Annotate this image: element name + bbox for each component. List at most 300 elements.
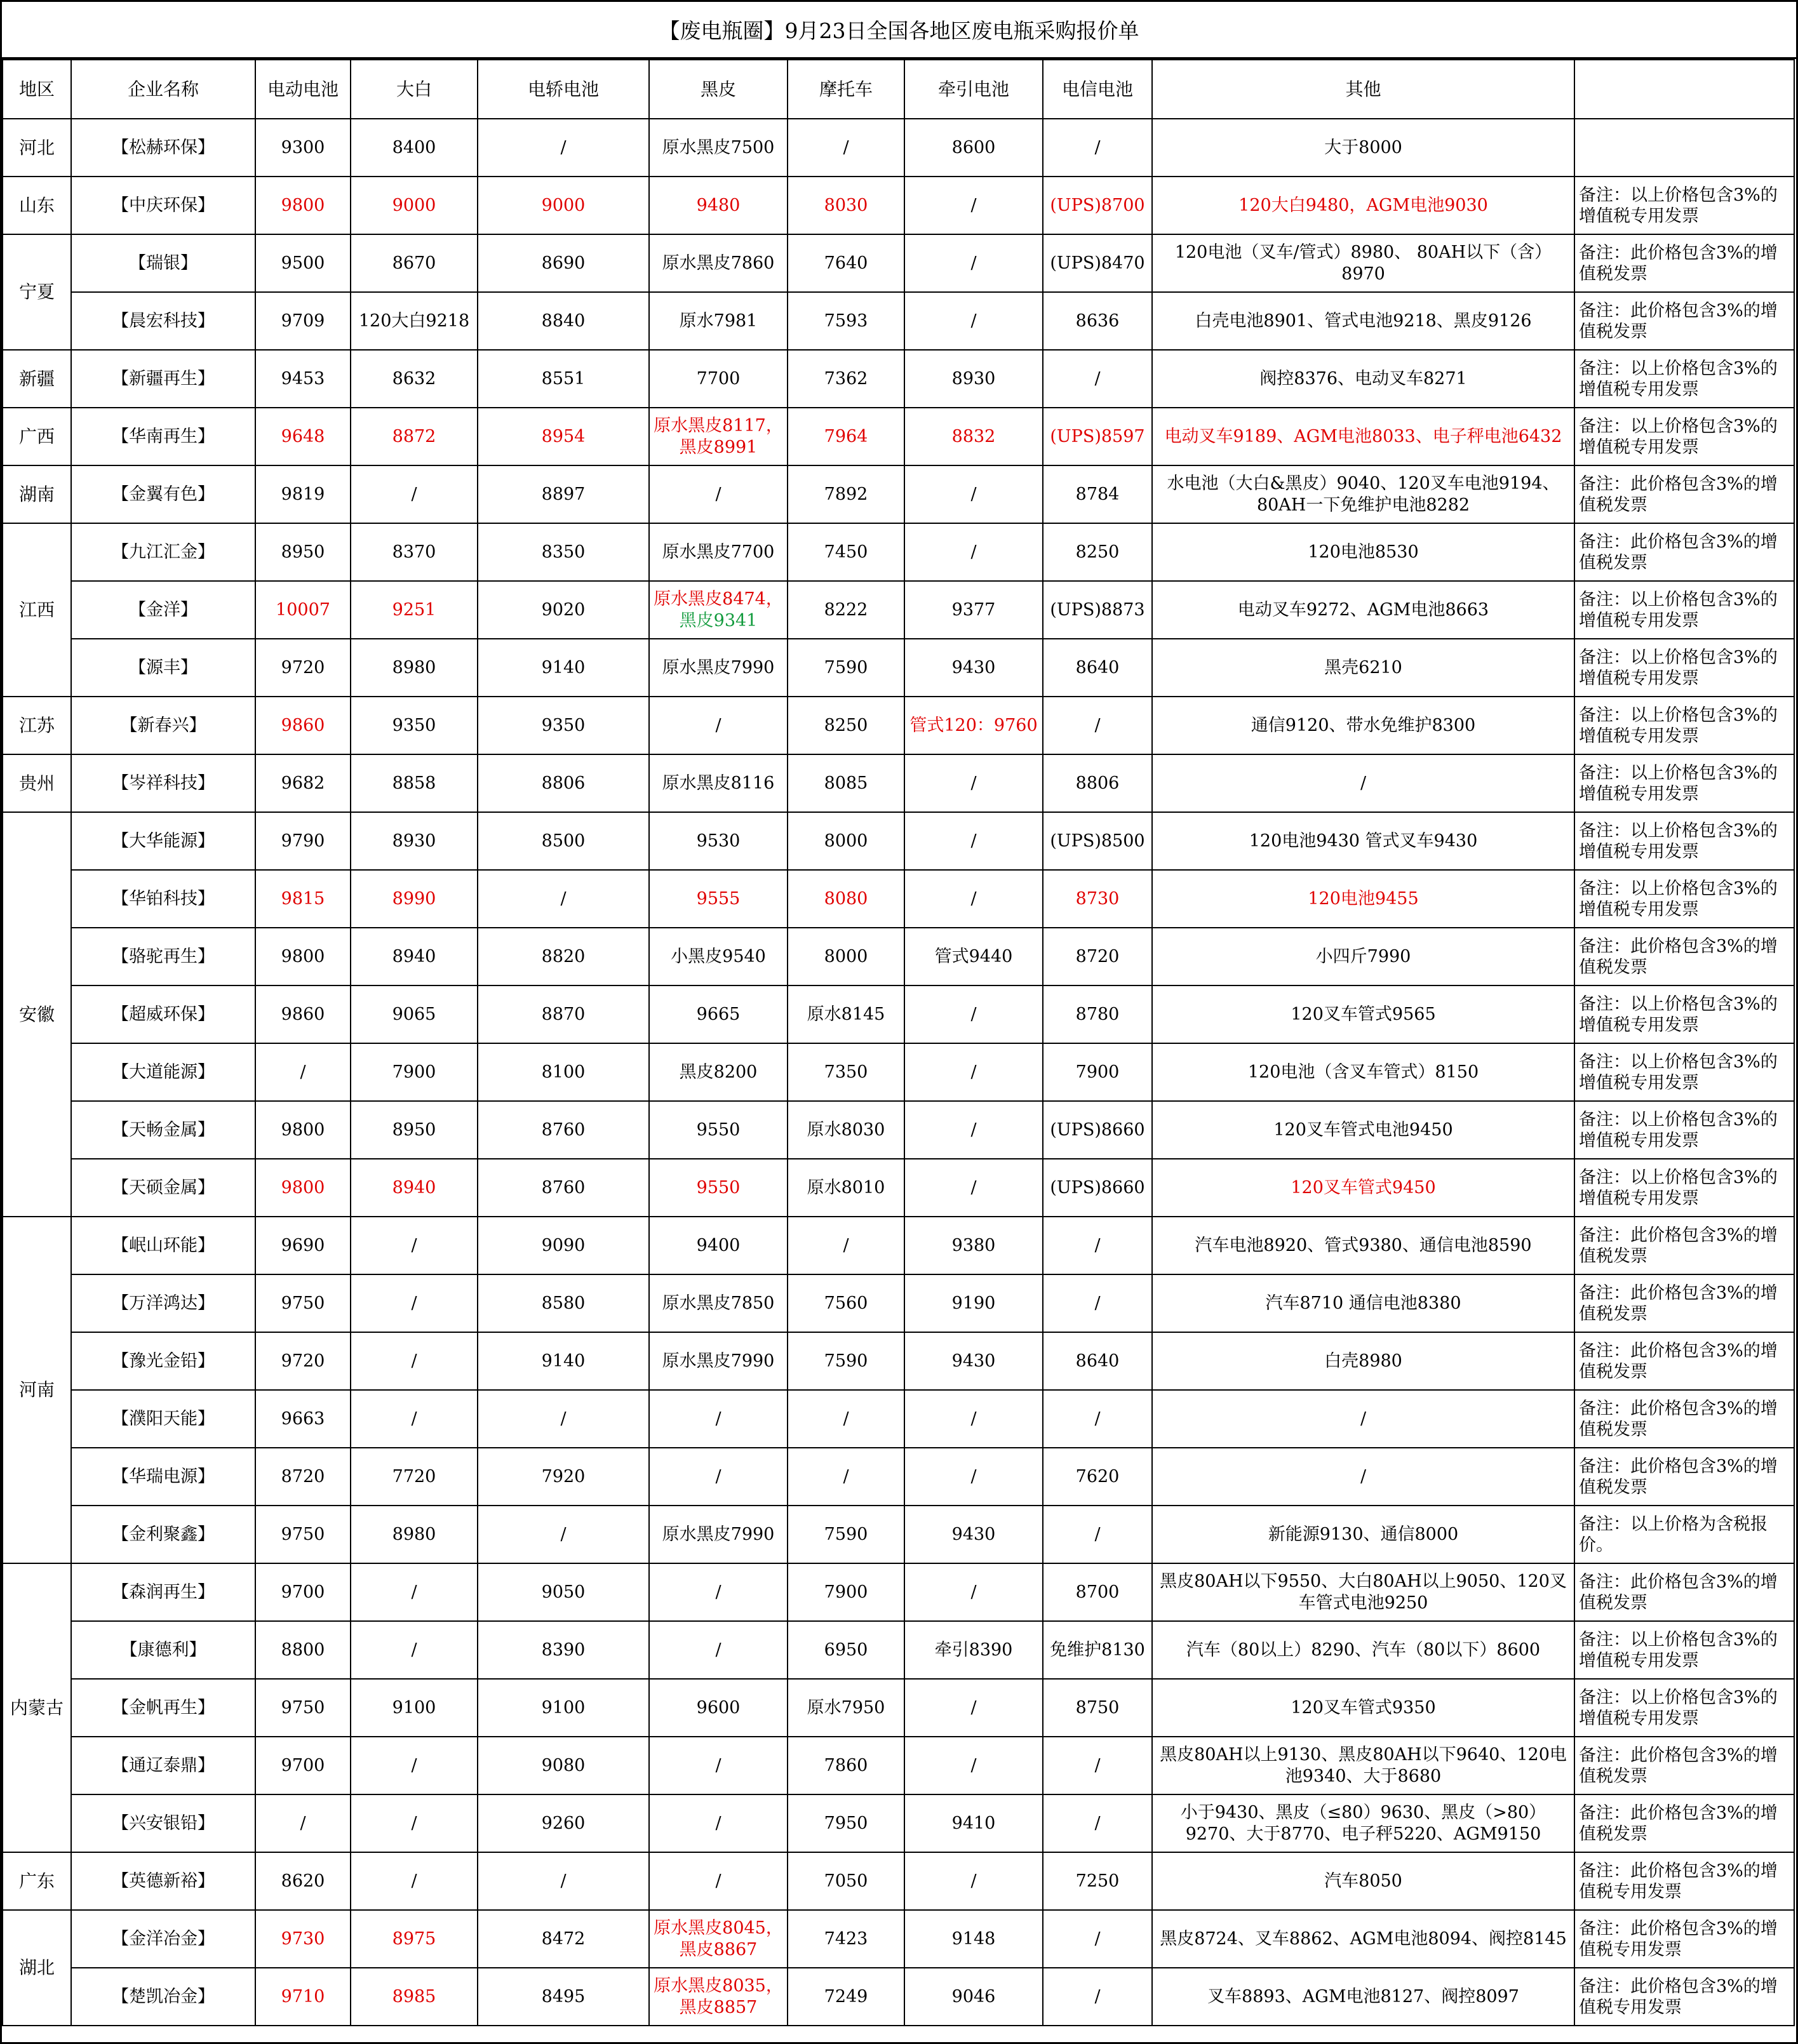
dabai-value: 9350 bbox=[392, 715, 436, 735]
motorcycle-value: 7900 bbox=[824, 1582, 868, 1602]
table-row bbox=[3, 1159, 1794, 1217]
other-cell bbox=[1152, 1332, 1574, 1390]
other-value: 黑皮8724、叉车8862、AGM电池8094、阀控8145 bbox=[1160, 1928, 1567, 1949]
motorcycle-cell bbox=[788, 177, 904, 234]
note-value: 备注：此价格包含3%的增值税专用发票 bbox=[1579, 1976, 1778, 2017]
telecom-value: / bbox=[1094, 1755, 1101, 1775]
heipi-value: 原水7981 bbox=[679, 311, 758, 331]
telecom-cell bbox=[1043, 1043, 1152, 1101]
header-telecom: 电信电池 bbox=[1043, 60, 1152, 119]
telecom-value: 8636 bbox=[1075, 311, 1120, 331]
telecom-cell bbox=[1043, 1448, 1152, 1506]
sedan-battery-value: 8760 bbox=[541, 1119, 586, 1140]
table-row bbox=[3, 1101, 1794, 1159]
motorcycle-value: / bbox=[843, 1466, 849, 1486]
other-value: 通信9120、带水免维护8300 bbox=[1251, 715, 1476, 735]
sedan-battery-cell bbox=[478, 408, 649, 465]
other-value: 大于8000 bbox=[1324, 137, 1402, 157]
sedan-battery-cell bbox=[478, 1043, 649, 1101]
company-cell: 【岷山环能】 bbox=[71, 1217, 255, 1274]
sedan-battery-cell bbox=[478, 928, 649, 985]
telecom-cell bbox=[1043, 639, 1152, 697]
traction-cell bbox=[904, 1563, 1043, 1621]
other-value: / bbox=[1360, 773, 1367, 793]
telecom-value: / bbox=[1094, 137, 1101, 157]
other-cell bbox=[1152, 1563, 1574, 1621]
motorcycle-value: 7860 bbox=[824, 1755, 868, 1775]
company-cell: 【九江汇金】 bbox=[71, 523, 255, 581]
other-value: 小于9430、黑皮（≤80）9630、黑皮（>80）9270、大于8770、电子秤5220、AGM9150 bbox=[1180, 1802, 1546, 1844]
other-cell bbox=[1152, 1448, 1574, 1506]
ev-battery-value: 9819 bbox=[281, 484, 325, 504]
table-row bbox=[3, 119, 1794, 177]
telecom-value: 8640 bbox=[1075, 657, 1120, 678]
dabai-value: 8975 bbox=[392, 1928, 436, 1949]
other-value: 120叉车管式9450 bbox=[1291, 1177, 1436, 1198]
telecom-cell bbox=[1043, 292, 1152, 350]
sedan-battery-cell bbox=[478, 1679, 649, 1737]
dabai-cell bbox=[351, 754, 478, 812]
region-cell: 安徽 bbox=[3, 812, 71, 1217]
traction-value: 9190 bbox=[951, 1293, 996, 1313]
table-row bbox=[3, 812, 1794, 870]
note-cell bbox=[1574, 350, 1794, 408]
table-row bbox=[3, 523, 1794, 581]
note-cell bbox=[1574, 1794, 1794, 1852]
traction-cell bbox=[904, 1621, 1043, 1679]
other-value: 黑皮80AH以上9130、黑皮80AH以下9640、120电池9340、大于8680 bbox=[1160, 1744, 1567, 1786]
heipi-cell bbox=[649, 1679, 788, 1737]
table-row bbox=[3, 1217, 1794, 1274]
motorcycle-value: 7593 bbox=[824, 311, 868, 331]
ev-battery-cell bbox=[255, 985, 351, 1043]
motorcycle-cell bbox=[788, 408, 904, 465]
table-row bbox=[3, 1852, 1794, 1910]
dabai-cell bbox=[351, 292, 478, 350]
table-row bbox=[3, 985, 1794, 1043]
heipi-cell bbox=[649, 177, 788, 234]
traction-cell bbox=[904, 234, 1043, 292]
ev-battery-cell bbox=[255, 1563, 351, 1621]
company-cell: 【金洋】 bbox=[71, 581, 255, 639]
ev-battery-value: 9800 bbox=[281, 1177, 325, 1198]
telecom-cell bbox=[1043, 581, 1152, 639]
sedan-battery-value: 8760 bbox=[541, 1177, 586, 1198]
telecom-cell bbox=[1043, 1274, 1152, 1332]
traction-value: 8832 bbox=[951, 426, 996, 446]
motorcycle-cell bbox=[788, 581, 904, 639]
traction-value: / bbox=[970, 1119, 977, 1140]
note-cell bbox=[1574, 1274, 1794, 1332]
heipi-value: 7700 bbox=[696, 368, 741, 389]
other-value: 120电池9455 bbox=[1308, 888, 1419, 909]
dabai-cell bbox=[351, 1563, 478, 1621]
heipi-value: 小黑皮9540 bbox=[671, 946, 766, 966]
table-row bbox=[3, 1390, 1794, 1448]
motorcycle-cell bbox=[788, 1794, 904, 1852]
heipi-value: / bbox=[715, 1408, 721, 1429]
other-cell bbox=[1152, 177, 1574, 234]
motorcycle-cell bbox=[788, 1506, 904, 1563]
page-title: 【废电瓶圈】9月23日全国各地区废电瓶采购报价单 bbox=[2, 2, 1796, 59]
company-cell: 【金帆再生】 bbox=[71, 1679, 255, 1737]
company-cell: 【森润再生】 bbox=[71, 1563, 255, 1621]
telecom-cell bbox=[1043, 1910, 1152, 1968]
note-value: 备注：此价格包含3%的增值税专用发票 bbox=[1579, 1918, 1778, 1960]
telecom-value: / bbox=[1094, 1408, 1101, 1429]
ev-battery-cell bbox=[255, 1621, 351, 1679]
note-value: 备注：此价格包含3%的增值税专用发票 bbox=[1579, 1860, 1778, 1902]
dabai-value: / bbox=[411, 1408, 417, 1429]
other-cell bbox=[1152, 1390, 1574, 1448]
dabai-value: 8400 bbox=[392, 137, 436, 157]
other-value: 120叉车管式9565 bbox=[1291, 1004, 1436, 1024]
dabai-cell bbox=[351, 177, 478, 234]
other-value: 汽车8050 bbox=[1324, 1871, 1402, 1891]
note-value: 备注：以上价格包含3%的增值税专用发票 bbox=[1579, 878, 1778, 919]
traction-cell bbox=[904, 1448, 1043, 1506]
other-cell bbox=[1152, 812, 1574, 870]
note-value: 备注：以上价格为含税报价。 bbox=[1579, 1514, 1768, 1555]
other-value: 120电池（叉车/管式）8980、 80AH以下（含）8970 bbox=[1174, 242, 1552, 284]
heipi-value: 原水黑皮7990 bbox=[662, 657, 775, 678]
heipi-value: / bbox=[715, 1582, 721, 1602]
heipi-value: 9400 bbox=[696, 1235, 741, 1255]
company-cell: 【天硕金属】 bbox=[71, 1159, 255, 1217]
other-cell bbox=[1152, 1274, 1574, 1332]
sedan-battery-value: / bbox=[560, 137, 567, 157]
telecom-value: 免维护8130 bbox=[1050, 1640, 1145, 1660]
region-cell: 湖南 bbox=[3, 465, 71, 523]
note-cell bbox=[1574, 1448, 1794, 1506]
telecom-value: 8750 bbox=[1075, 1697, 1120, 1718]
traction-cell bbox=[904, 350, 1043, 408]
other-value: 电动叉车9272、AGM电池8663 bbox=[1237, 599, 1489, 620]
note-value: 备注：此价格包含3%的增值税发票 bbox=[1579, 531, 1778, 573]
other-value: 电动叉车9189、AGM电池8033、电子秤电池6432 bbox=[1164, 426, 1562, 446]
dabai-cell bbox=[351, 1506, 478, 1563]
company-cell: 【源丰】 bbox=[71, 639, 255, 697]
sedan-battery-value: / bbox=[560, 1524, 567, 1544]
dabai-cell bbox=[351, 234, 478, 292]
dabai-cell bbox=[351, 1101, 478, 1159]
other-value: 120电池8530 bbox=[1308, 542, 1419, 562]
motorcycle-value: 7249 bbox=[824, 1986, 868, 2007]
company-cell: 【金翼有色】 bbox=[71, 465, 255, 523]
sedan-battery-cell bbox=[478, 1910, 649, 1968]
dabai-cell bbox=[351, 581, 478, 639]
table-row bbox=[3, 870, 1794, 928]
sedan-battery-value: 8806 bbox=[541, 773, 586, 793]
traction-value: 9046 bbox=[951, 1986, 996, 2007]
telecom-value: 8780 bbox=[1075, 1004, 1120, 1024]
ev-battery-value: 8620 bbox=[281, 1871, 325, 1891]
heipi-cell bbox=[649, 1159, 788, 1217]
dabai-value: 7720 bbox=[392, 1466, 436, 1486]
heipi-cell bbox=[649, 408, 788, 465]
note-value: 备注：此价格包含3%的增值税发票 bbox=[1579, 936, 1778, 977]
ev-battery-cell bbox=[255, 1968, 351, 2026]
motorcycle-cell bbox=[788, 1968, 904, 2026]
note-cell bbox=[1574, 581, 1794, 639]
sedan-battery-cell bbox=[478, 697, 649, 754]
telecom-cell bbox=[1043, 465, 1152, 523]
sedan-battery-value: 8350 bbox=[541, 542, 586, 562]
note-cell bbox=[1574, 985, 1794, 1043]
dabai-cell bbox=[351, 119, 478, 177]
motorcycle-cell bbox=[788, 1448, 904, 1506]
heipi-cell bbox=[649, 119, 788, 177]
ev-battery-value: 9860 bbox=[281, 1004, 325, 1024]
traction-cell bbox=[904, 1679, 1043, 1737]
sedan-battery-value: / bbox=[560, 1871, 567, 1891]
ev-battery-cell bbox=[255, 234, 351, 292]
motorcycle-value: 8250 bbox=[824, 715, 868, 735]
header-traction: 牵引电池 bbox=[904, 60, 1043, 119]
telecom-cell bbox=[1043, 812, 1152, 870]
region-cell: 新疆 bbox=[3, 350, 71, 408]
dabai-value: 9065 bbox=[392, 1004, 436, 1024]
traction-cell bbox=[904, 870, 1043, 928]
motorcycle-cell bbox=[788, 1390, 904, 1448]
traction-cell bbox=[904, 754, 1043, 812]
company-cell: 【华瑞电源】 bbox=[71, 1448, 255, 1506]
heipi-value: 黑皮8200 bbox=[679, 1062, 758, 1082]
dabai-value: 8670 bbox=[392, 253, 436, 273]
motorcycle-value: 7590 bbox=[824, 1524, 868, 1544]
heipi-cell bbox=[649, 1217, 788, 1274]
telecom-value: / bbox=[1094, 1928, 1101, 1949]
table-row bbox=[3, 1332, 1794, 1390]
ev-battery-value: 9860 bbox=[281, 715, 325, 735]
motorcycle-cell bbox=[788, 1274, 904, 1332]
table-row bbox=[3, 1448, 1794, 1506]
telecom-cell bbox=[1043, 234, 1152, 292]
sedan-battery-value: 8495 bbox=[541, 1986, 586, 2007]
company-cell: 【濮阳天能】 bbox=[71, 1390, 255, 1448]
company-cell: 【超威环保】 bbox=[71, 985, 255, 1043]
telecom-value: 8730 bbox=[1075, 888, 1120, 909]
note-cell bbox=[1574, 697, 1794, 754]
heipi-value: / bbox=[715, 1871, 721, 1891]
note-cell bbox=[1574, 1159, 1794, 1217]
ev-battery-cell bbox=[255, 870, 351, 928]
motorcycle-value: 7560 bbox=[824, 1293, 868, 1313]
ev-battery-value: / bbox=[300, 1813, 306, 1833]
ev-battery-value: 9300 bbox=[281, 137, 325, 157]
traction-value: / bbox=[970, 1004, 977, 1024]
dabai-value: 8980 bbox=[392, 1524, 436, 1544]
telecom-value: / bbox=[1094, 368, 1101, 389]
telecom-value: 8700 bbox=[1075, 1582, 1120, 1602]
sedan-battery-value: 9000 bbox=[541, 195, 586, 215]
heipi-cell bbox=[649, 1737, 788, 1794]
traction-cell bbox=[904, 1274, 1043, 1332]
dabai-value: 8858 bbox=[392, 773, 436, 793]
ev-battery-cell bbox=[255, 119, 351, 177]
note-value: 备注：以上价格包含3%的增值税专用发票 bbox=[1579, 1109, 1778, 1151]
dabai-value: 7900 bbox=[392, 1062, 436, 1082]
traction-value: 9430 bbox=[951, 1351, 996, 1371]
sedan-battery-cell bbox=[478, 1621, 649, 1679]
header-dabai: 大白 bbox=[351, 60, 478, 119]
sedan-battery-value: 9090 bbox=[541, 1235, 586, 1255]
ev-battery-value: 10007 bbox=[276, 599, 330, 620]
sedan-battery-cell bbox=[478, 1159, 649, 1217]
note-cell bbox=[1574, 870, 1794, 928]
table-row bbox=[3, 697, 1794, 754]
sedan-battery-cell bbox=[478, 1506, 649, 1563]
motorcycle-value: 7423 bbox=[824, 1928, 868, 1949]
note-value: 备注：以上价格包含3%的增值税专用发票 bbox=[1579, 994, 1778, 1035]
ev-battery-cell bbox=[255, 1159, 351, 1217]
traction-value: 9377 bbox=[951, 599, 996, 620]
motorcycle-cell bbox=[788, 1852, 904, 1910]
sedan-battery-value: 8390 bbox=[541, 1640, 586, 1660]
sedan-battery-cell bbox=[478, 350, 649, 408]
other-value: 阀控8376、电动叉车8271 bbox=[1259, 368, 1467, 389]
company-cell: 【华南再生】 bbox=[71, 408, 255, 465]
sedan-battery-cell bbox=[478, 581, 649, 639]
traction-cell bbox=[904, 639, 1043, 697]
table-row bbox=[3, 1506, 1794, 1563]
note-cell bbox=[1574, 1852, 1794, 1910]
dabai-value: 8370 bbox=[392, 542, 436, 562]
ev-battery-value: 9453 bbox=[281, 368, 325, 389]
heipi-value: 原水黑皮8474， bbox=[654, 589, 783, 609]
motorcycle-value: 7050 bbox=[824, 1871, 868, 1891]
motorcycle-cell bbox=[788, 1043, 904, 1101]
heipi-cell bbox=[649, 870, 788, 928]
motorcycle-cell bbox=[788, 350, 904, 408]
dabai-cell bbox=[351, 1968, 478, 2026]
telecom-cell bbox=[1043, 1332, 1152, 1390]
traction-value: 管式9440 bbox=[934, 946, 1013, 966]
telecom-value: (UPS)8660 bbox=[1050, 1177, 1145, 1198]
telecom-cell bbox=[1043, 408, 1152, 465]
traction-value: / bbox=[970, 1582, 977, 1602]
other-cell bbox=[1152, 639, 1574, 697]
sedan-battery-value: 8100 bbox=[541, 1062, 586, 1082]
other-cell bbox=[1152, 1968, 1574, 2026]
dabai-value: 8930 bbox=[392, 831, 436, 851]
ev-battery-cell bbox=[255, 292, 351, 350]
sedan-battery-value: 8472 bbox=[541, 1928, 586, 1949]
motorcycle-value: 8222 bbox=[824, 599, 868, 620]
ev-battery-cell bbox=[255, 1852, 351, 1910]
ev-battery-cell bbox=[255, 465, 351, 523]
header-company: 企业名称 bbox=[71, 60, 255, 119]
heipi-cell bbox=[649, 1852, 788, 1910]
heipi-value: 原水黑皮7700 bbox=[662, 542, 775, 562]
note-cell bbox=[1574, 408, 1794, 465]
table-row bbox=[3, 1737, 1794, 1794]
other-value: 汽车（80以上）8290、汽车（80以下）8600 bbox=[1186, 1640, 1541, 1660]
ev-battery-value: 9750 bbox=[281, 1524, 325, 1544]
note-cell bbox=[1574, 234, 1794, 292]
telecom-cell bbox=[1043, 177, 1152, 234]
ev-battery-value: 9500 bbox=[281, 253, 325, 273]
dabai-value: / bbox=[411, 1813, 417, 1833]
ev-battery-cell bbox=[255, 1506, 351, 1563]
dabai-value: 8985 bbox=[392, 1986, 436, 2007]
table-row bbox=[3, 465, 1794, 523]
note-value: 备注：此价格包含3%的增值税发票 bbox=[1579, 1398, 1778, 1439]
heipi-cell bbox=[649, 292, 788, 350]
other-cell bbox=[1152, 1794, 1574, 1852]
telecom-value: / bbox=[1094, 1986, 1101, 2007]
heipi-cell bbox=[649, 985, 788, 1043]
traction-value: / bbox=[970, 311, 977, 331]
company-cell: 【大华能源】 bbox=[71, 812, 255, 870]
ev-battery-cell bbox=[255, 1332, 351, 1390]
traction-cell bbox=[904, 1506, 1043, 1563]
motorcycle-cell bbox=[788, 1159, 904, 1217]
dabai-value: 9000 bbox=[392, 195, 436, 215]
sedan-battery-cell bbox=[478, 465, 649, 523]
sedan-battery-value: 8840 bbox=[541, 311, 586, 331]
traction-value: / bbox=[970, 1871, 977, 1891]
ev-battery-value: 9648 bbox=[281, 426, 325, 446]
region-cell: 江西 bbox=[3, 523, 71, 697]
table-row bbox=[3, 408, 1794, 465]
note-cell bbox=[1574, 1910, 1794, 1968]
telecom-value: 7620 bbox=[1075, 1466, 1120, 1486]
motorcycle-value: 8000 bbox=[824, 831, 868, 851]
ev-battery-value: 9720 bbox=[281, 1351, 325, 1371]
motorcycle-value: 6950 bbox=[824, 1640, 868, 1660]
table-row bbox=[3, 234, 1794, 292]
dabai-value: 120大白9218 bbox=[358, 311, 470, 331]
sedan-battery-value: 9140 bbox=[541, 657, 586, 678]
note-value: 备注：以上价格包含3%的增值税专用发票 bbox=[1579, 358, 1778, 399]
ev-battery-cell bbox=[255, 639, 351, 697]
heipi-value: / bbox=[715, 1813, 721, 1833]
other-cell bbox=[1152, 119, 1574, 177]
dabai-value: / bbox=[411, 1640, 417, 1660]
motorcycle-value: 原水8030 bbox=[807, 1119, 885, 1140]
traction-value: / bbox=[970, 888, 977, 909]
motorcycle-cell bbox=[788, 928, 904, 985]
table-row bbox=[3, 292, 1794, 350]
note-value: 备注：以上价格包含3%的增值税专用发票 bbox=[1579, 1167, 1778, 1208]
other-cell bbox=[1152, 408, 1574, 465]
telecom-cell bbox=[1043, 1621, 1152, 1679]
ev-battery-cell bbox=[255, 1101, 351, 1159]
note-cell bbox=[1574, 812, 1794, 870]
motorcycle-value: 7964 bbox=[824, 426, 868, 446]
telecom-cell bbox=[1043, 697, 1152, 754]
other-value: 汽车8710 通信电池8380 bbox=[1265, 1293, 1461, 1313]
motorcycle-value: 7640 bbox=[824, 253, 868, 273]
sedan-battery-value: 8897 bbox=[541, 484, 586, 504]
other-value: 汽车电池8920、管式9380、通信电池8590 bbox=[1195, 1235, 1532, 1255]
heipi-value: 原水黑皮7500 bbox=[662, 137, 775, 157]
telecom-value: 8784 bbox=[1075, 484, 1120, 504]
note-cell bbox=[1574, 177, 1794, 234]
region-cell: 山东 bbox=[3, 177, 71, 234]
other-value: 120大白9480，AGM电池9030 bbox=[1238, 195, 1488, 215]
other-value: / bbox=[1360, 1408, 1367, 1429]
ev-battery-cell bbox=[255, 408, 351, 465]
heipi-value: 原水黑皮8116 bbox=[662, 773, 775, 793]
ev-battery-value: 9700 bbox=[281, 1755, 325, 1775]
traction-cell bbox=[904, 465, 1043, 523]
sedan-battery-value: / bbox=[560, 1408, 567, 1429]
other-cell bbox=[1152, 1621, 1574, 1679]
heipi-value: 9665 bbox=[696, 1004, 741, 1024]
motorcycle-cell bbox=[788, 639, 904, 697]
